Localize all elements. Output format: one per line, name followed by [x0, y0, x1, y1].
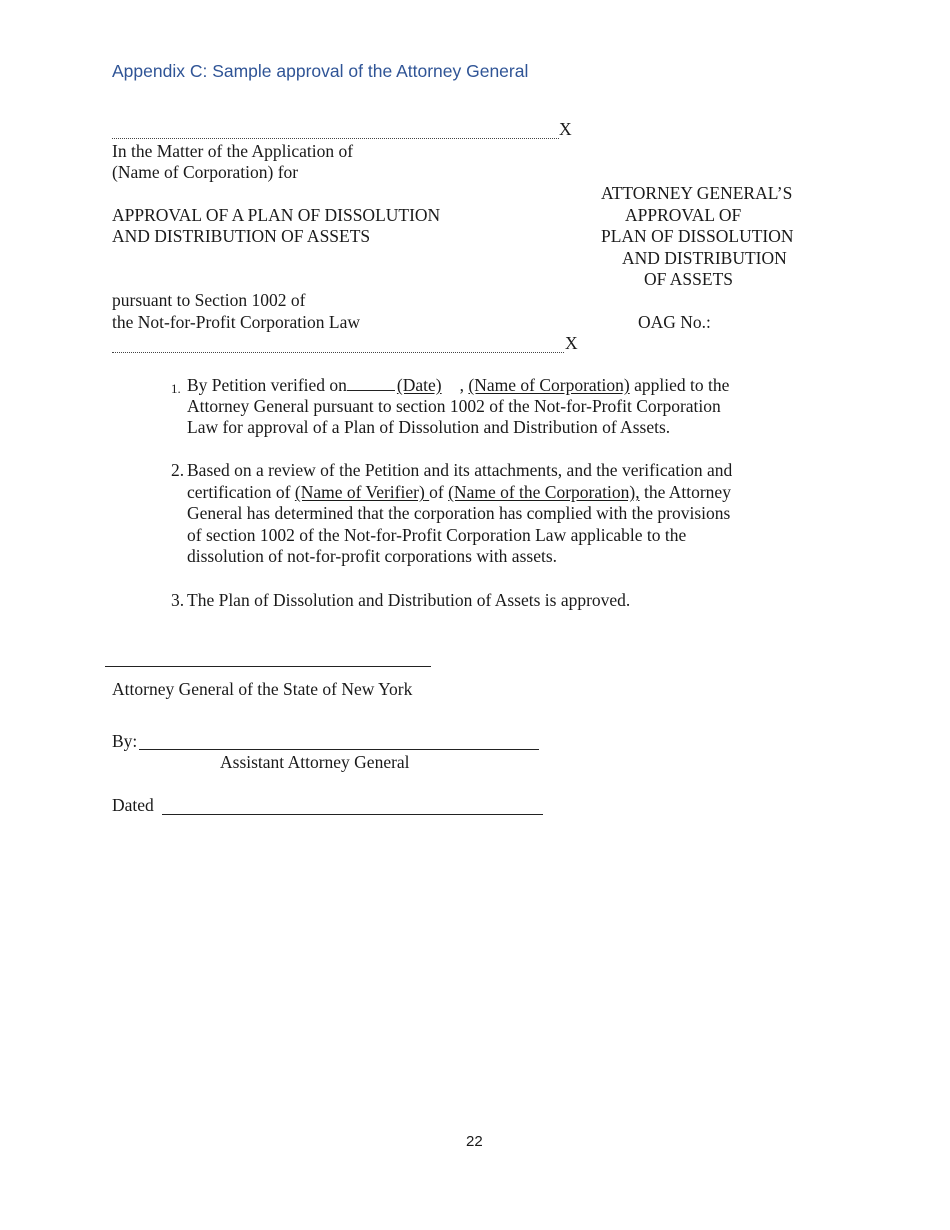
caption-bottom-dotted-rule [112, 352, 564, 353]
caption-pursuant-line-1: pursuant to Section 1002 of [112, 290, 306, 310]
caption-right-title-2: APPROVAL OF [625, 205, 742, 225]
item-1-number: 1. [171, 381, 181, 396]
caption-approval-line-2: AND DISTRIBUTION OF ASSETS [112, 226, 371, 246]
item-2-line-1: Based on a review of the Petition and its attachments, and the verification and [187, 460, 733, 480]
assistant-attorney-general-title: Assistant Attorney General [220, 752, 410, 772]
item-1-line-3: Law for approval of a Plan of Dissolution and Distribution of Assets. [187, 417, 671, 437]
item-1-line-2: Attorney General pursuant to section 1002 of the Not-for-Profit Corporation [187, 396, 721, 416]
caption-top-dotted-rule [112, 138, 559, 139]
item-1-line-1: By Petition verified on (Date) , (Name of Corporation) applied to the [187, 375, 730, 395]
by-signature-line [139, 749, 539, 750]
caption-matter-line-1: In the Matter of the Application of [112, 141, 354, 161]
item-2-line-4: of section 1002 of the Not-for-Profit Corporation Law applicable to the [187, 525, 687, 545]
verifier-name-field: (Name of Verifier) [294, 482, 425, 502]
caption-right-title-3: PLAN OF DISSOLUTION [601, 226, 794, 246]
item-3-number: 3. [171, 590, 185, 610]
caption-matter-line-2: (Name of Corporation) for [112, 162, 299, 182]
dated-label: Dated [112, 795, 154, 815]
oag-number-label: OAG No.: [638, 312, 711, 332]
item-2-line-3: General has determined that the corporation has complied with the provisions [187, 503, 731, 523]
signature-line [105, 666, 431, 667]
item-3-text: The Plan of Dissolution and Distribution of Assets is approved. [187, 590, 631, 610]
item-2-line-5: dissolution of not-for-profit corporations with assets. [187, 546, 558, 566]
attorney-general-office: Attorney General of the State of New York [112, 679, 413, 699]
caption-pursuant-line-2: the Not-for-Profit Corporation Law [112, 312, 360, 332]
dated-line [162, 814, 543, 815]
date-field: (Date) [396, 375, 442, 395]
corporation-name-field-2: (Name of the Corporation), [448, 482, 640, 502]
item-2-line-2: certification of (Name of Verifier) of (Name of the Corporation), the Attorney [187, 482, 731, 502]
page-heading: Appendix C: Sample approval of the Attorney General [112, 61, 529, 81]
corporation-name-field: (Name of Corporation) [468, 375, 630, 395]
caption-approval-line-1: APPROVAL OF A PLAN OF DISSOLUTION [112, 205, 441, 225]
caption-bottom-x-mark: X [565, 333, 578, 353]
item-2-number: 2. [171, 460, 185, 480]
by-label: By: [112, 731, 138, 751]
caption-right-title-5: OF ASSETS [644, 269, 733, 289]
caption-right-title-1: ATTORNEY GENERAL’S [601, 183, 793, 203]
page-number: 22 [466, 1133, 483, 1150]
caption-right-title-4: AND DISTRIBUTION [622, 248, 787, 268]
caption-top-x-mark: X [559, 119, 572, 139]
